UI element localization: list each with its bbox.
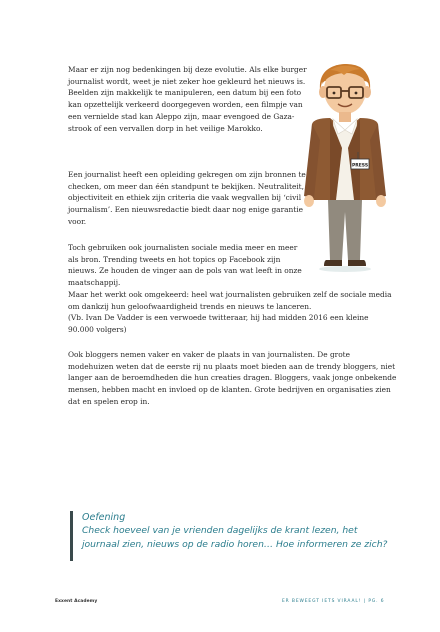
text-line: nieuws. Ze houden de vinger aan de pols van wat leeft in onze [68,266,302,276]
text-line: 90.000 volgers) [68,324,127,334]
footer-publisher: Exxent Academy [55,599,98,604]
text-line: dat en spelen erop in. [68,396,150,406]
paragraph-1 [68,64,307,134]
text-line: een vernielde stad kan Aleppo zijn, maar evengoed de Gaza- [68,111,295,121]
text-line: (Vb. Ivan De Vadder is een verwoede twitteraar, hij had midden 2016 een kleine [68,313,369,323]
text-line: mensen, hebben macht en invloed op de klanten. Grote bedrijven en organisaties zien [68,385,391,395]
text-line: strook of een vervallen dorp in het veilige Marokko. [68,123,263,133]
text-line: Maar het werkt ook omgekeerd: heel wat journalisten gebruiken zelf de sociale media [68,289,392,299]
text-line: journalism’. Een nieuwsredactie biedt daar nog enige garantie [68,205,303,215]
text-line: journalist wordt, weet je niet zeker hoe gekleurd het nieuws is. [68,76,306,86]
text-line: objectiviteit en ethiek zijn criteria die vaak wegvallen bij ‘civil [68,193,302,203]
text-line: modehuizen weten dat de eerste rij nu plaats moet bieden aan de trendy bloggers, niet [68,361,396,371]
text-line: Toch gebruiken ook journalisten sociale media meer en meer [68,243,298,252]
paragraph-2 [68,169,306,228]
exercise-accent-bar [70,511,73,561]
exercise-title: Oefening [82,512,126,523]
exercise-line: Check hoeveel van je vrienden dagelijks de krant lezen, het [82,525,358,536]
text-line: om dankzij hun geloofwaardigheid trends en nieuws te lanceren. [68,301,312,311]
press-badge-label: PRESS [351,163,369,169]
text-line: voor. [68,216,87,226]
text-line: Beelden zijn makkelijk te manipuleren, een datum bij een foto [68,88,302,98]
paragraph-4 [68,349,396,408]
text-line: Een journalist heeft een opleiding gekregen om zijn bronnen te [68,170,306,179]
exercise-line: journaal zien, nieuws op de radio horen… Hoe informeren ze zich? [82,538,388,550]
text-line: kan opzettelijk verkeerd doorgegeven worden, een filmpje van [68,100,303,110]
text-line: checken, om meer dan één standpunt te bekijken. Neutraliteit, [68,181,305,191]
text-line: langer aan de beroemdheden die hun creaties dragen. Bloggers, vaak jonge onbekende [68,373,397,383]
journalist-illustration [300,60,390,274]
text-line: maatschappij. [68,278,121,288]
text-line: Ook bloggers nemen vaker en vaker de plaats in van journalisten. De grote [68,350,350,359]
exercise-body [82,524,387,551]
text-line: als bron. Trending tweets en hot topics op Facebook zijn [68,254,281,264]
trousers-shape [328,200,362,260]
text-line: Maar er zijn nog bedenkingen bij deze evolutie. Als elke burger [68,65,307,74]
footer-page-label: ER BEWEEGT IETS VIRAAL! | PG. 6 [282,599,385,604]
